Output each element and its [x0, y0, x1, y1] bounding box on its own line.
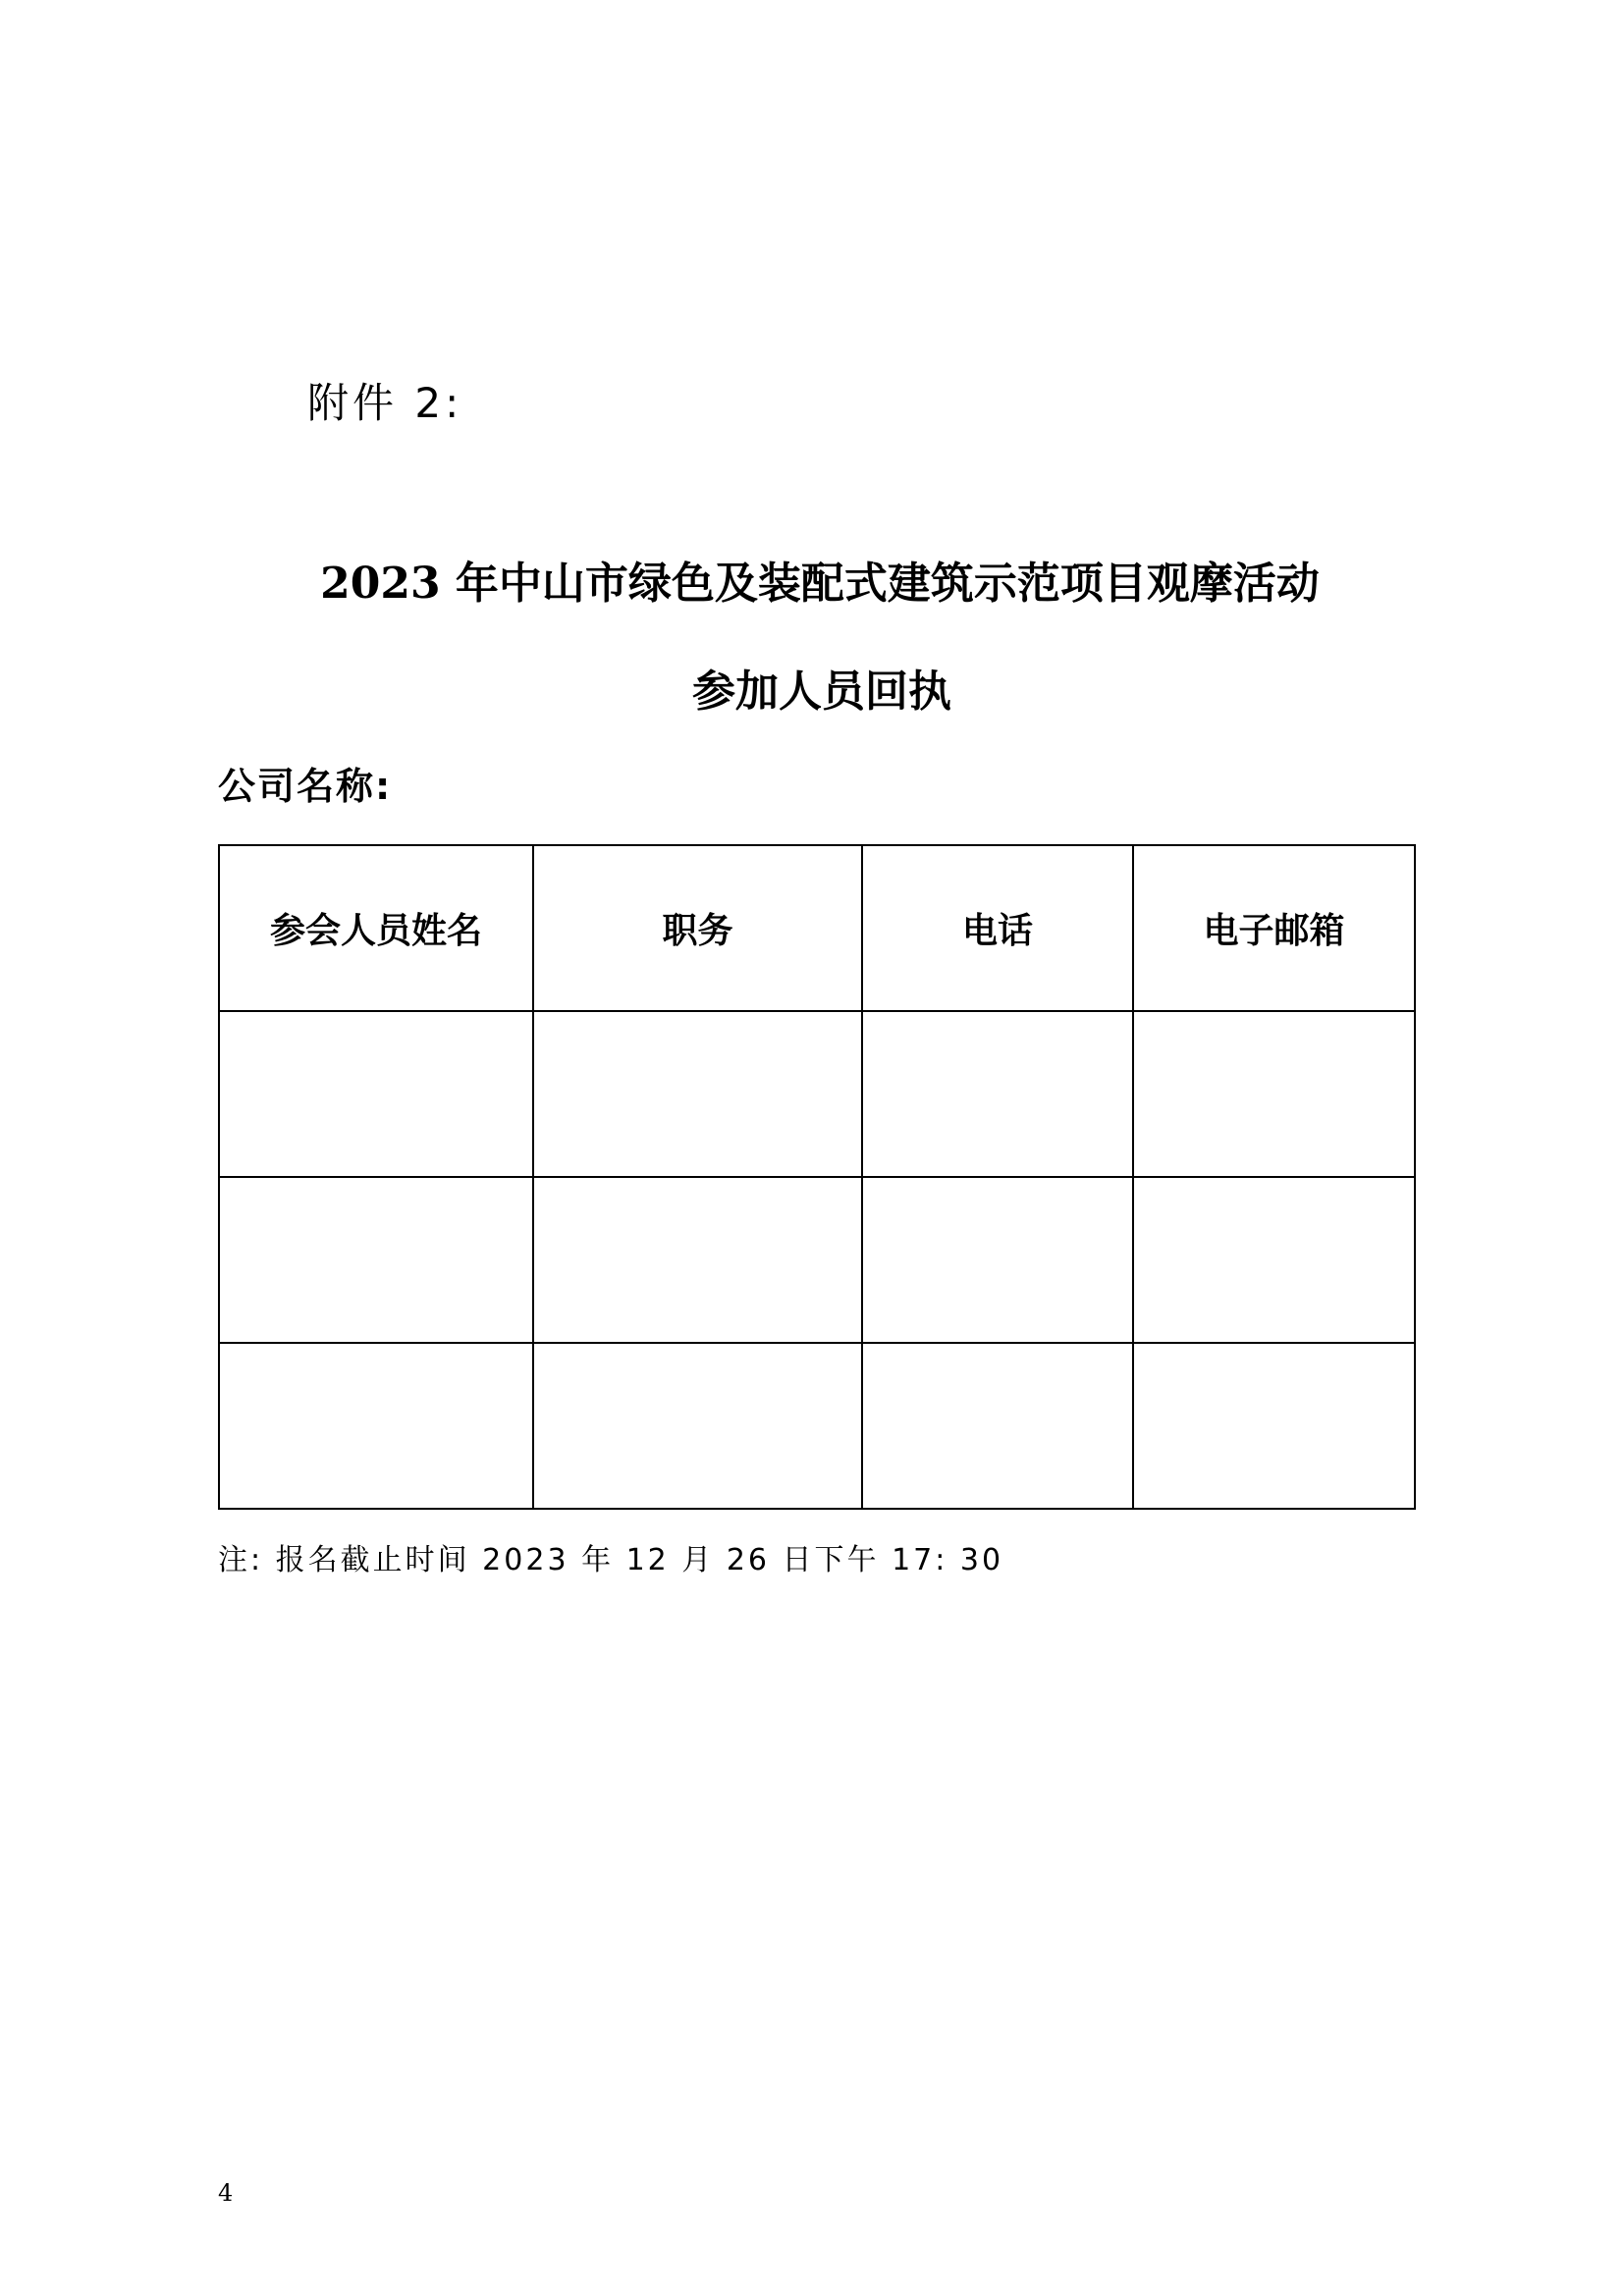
cell-phone[interactable]: [862, 1011, 1133, 1177]
header-attendee-name: 参会人员姓名: [219, 845, 533, 1011]
table-row: [219, 1177, 1415, 1343]
cell-attendee-name[interactable]: [219, 1011, 533, 1177]
cell-email[interactable]: [1133, 1177, 1415, 1343]
attachment-label: 附件 2:: [307, 379, 463, 427]
cell-phone[interactable]: [862, 1177, 1133, 1343]
cell-position[interactable]: [533, 1343, 862, 1509]
deadline-note: 注: 报名截止时间 2023 年 12 月 26 日下午 17: 30: [218, 1543, 1004, 1577]
table-row: [219, 1343, 1415, 1509]
cell-email[interactable]: [1133, 1343, 1415, 1509]
document-title-line-2: 参加人员回执: [692, 667, 951, 717]
cell-attendee-name[interactable]: [219, 1343, 533, 1509]
table-row: [219, 1011, 1415, 1177]
cell-position[interactable]: [533, 1011, 862, 1177]
cell-email[interactable]: [1133, 1011, 1415, 1177]
table-header-row: [219, 845, 1415, 1011]
cell-attendee-name[interactable]: [219, 1177, 533, 1343]
header-phone: 电话: [862, 845, 1133, 1011]
company-name-label: 公司名称:: [218, 765, 393, 808]
cell-phone[interactable]: [862, 1343, 1133, 1509]
page-number: 4: [218, 2179, 234, 2207]
cell-position[interactable]: [533, 1177, 862, 1343]
attendee-table: [218, 844, 1416, 1510]
header-email: 电子邮箱: [1133, 845, 1415, 1011]
document-title-line-1: 2023 年中山市绿色及装配式建筑示范项目观摩活动: [320, 559, 1320, 609]
header-position: 职务: [533, 845, 862, 1011]
